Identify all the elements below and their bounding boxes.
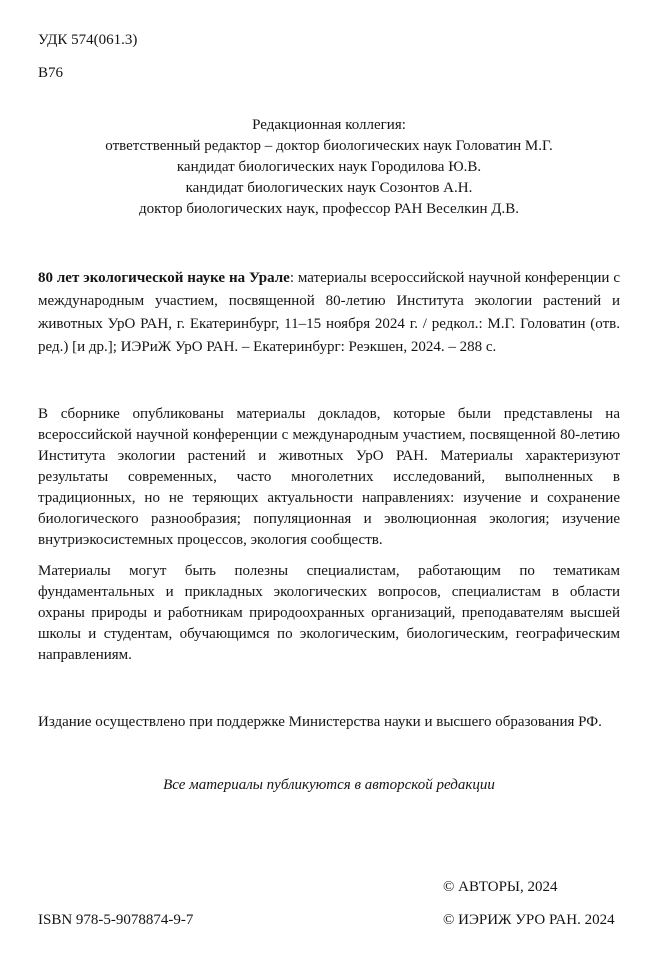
edition-note: Все материалы публикуются в авторской редакции <box>163 777 495 793</box>
editorial-board-title: Редакционная коллегия: <box>252 117 406 133</box>
editorial-board-member: доктор биологических наук, профессор РАН Веселкин Д.В. <box>139 201 519 217</box>
author-sign-code: В76 <box>38 65 64 81</box>
copyright-authors: © АВТОРЫ, 2024 <box>443 879 558 895</box>
funding-note: Издание осуществлено при поддержке Министерства науки и высшего образования РФ. <box>38 714 602 730</box>
editorial-board-member: ответственный редактор – доктор биологических наук Головатин М.Г. <box>105 138 553 154</box>
editorial-board-member: кандидат биологических наук Городилова Ю.В. <box>176 159 482 175</box>
copyright-block <box>443 877 615 931</box>
editorial-board-member: кандидат биологических наук Созонтов А.Н. <box>185 180 473 196</box>
copyright-institute: © ИЭРИЖ УРО РАН. 2024 <box>443 912 615 928</box>
abstract-paragraph-2: Материалы могут быть полезны специалистам, работающим по тематикам фундаментальных и прикладных экологических вопросов, специалистам в области охраны природы и работникам природоохранных организаций, преподавателям высшей школы и студентам, обучающимся по экологическим, биологическим, географическим направлениям. <box>38 563 620 663</box>
bibliographic-record <box>38 267 620 359</box>
editorial-board <box>38 115 620 220</box>
abstract-paragraph-1: В сборнике опубликованы материалы докладов, которые были представлены на всероссийской научной конференции с международным участием, посвященной 80-летию Института экологии растений и животных УрО РАН. Материалы характеризуют результаты современных, часто многолетних исследований, выполненных в традиционных, но не теряющих актуальности направлениях: изучение и сохранение биологического разнообразия; популяционная и эволюционная экология; изучение внутриэкосистемных процессов, экология сообществ. <box>38 406 620 548</box>
isbn: ISBN 978-5-9078874-9-7 <box>38 912 194 928</box>
bibliographic-description: : материалы всероссийской научной конференции с международным участием, посвященной 80-летию Института экологии растений и животных УрО РАН, г. Екатеринбург, 11–15 ноября 2024 г. / редкол.: М.Г. Головатин (отв. ред.) [и др.]; ИЭРиЖ УрО РАН. – Екатеринбург: Реэкшен, 2024. – 288 с. <box>38 270 620 355</box>
book-title: 80 лет экологической науке на Урале <box>38 270 290 286</box>
udk-code: УДК 574(061.3) <box>38 32 138 48</box>
